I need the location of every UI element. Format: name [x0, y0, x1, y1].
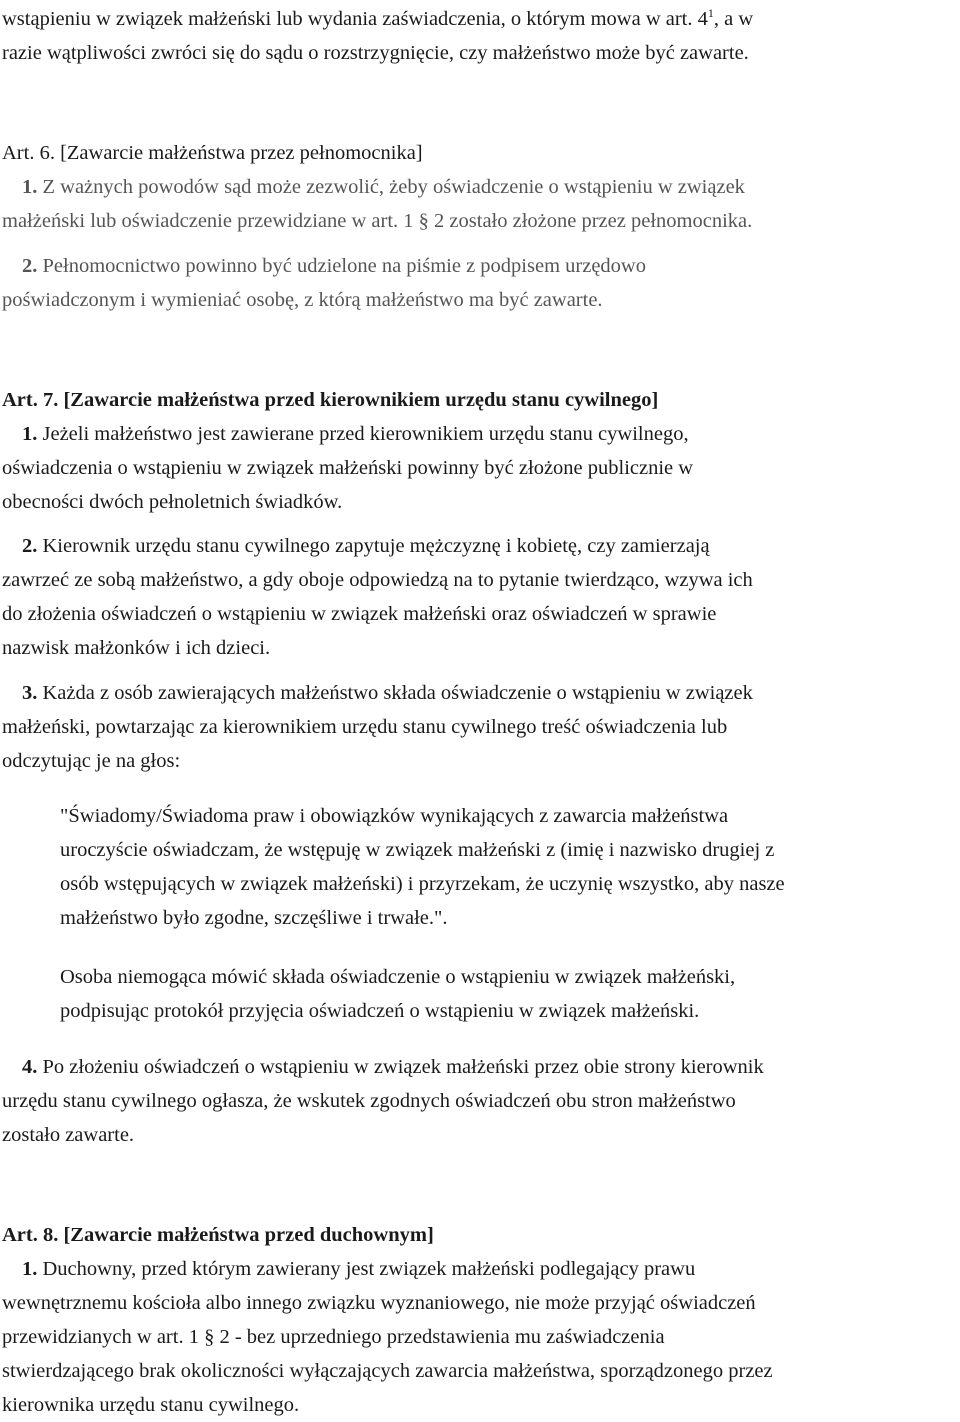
- art7-para-4-line-3: zostało zawarte.: [2, 1124, 135, 1146]
- art6-para-2-line-1: [2, 249, 646, 283]
- art8-para-1-line-1: [2, 1252, 695, 1286]
- art7-para-4-line-2: urzędu stanu cywilnego ogłasza, że wskutek zgodnych oświadczeń obu stron małżeństwo: [2, 1090, 736, 1112]
- art6-para-1-line-1: [2, 170, 745, 204]
- art7-para-2-line-2: zawrzeć ze sobą małżeństwo, a gdy oboje odpowiedzą na to pytanie twierdząco, wzywa ich: [2, 569, 753, 591]
- art8-para-1-line-2: wewnętrznemu kościoła albo innego związku wyznaniowego, nie może przyjąć oświadczeń: [2, 1292, 756, 1314]
- mute-person-note-line-2: podpisując protokół przyjęcia oświadczeń o wstąpieniu w związek małżeński.: [60, 1000, 700, 1022]
- oath-quote-line-2: uroczyście oświadczam, że wstępuję w związek małżeński z (imię i nazwisko drugiej z: [60, 839, 775, 861]
- para-number: 2.: [22, 535, 38, 557]
- para-text: Każda z osób zawierających małżeństwo składa oświadczenie o wstąpieniu w związek: [37, 682, 753, 704]
- intro-text: wstąpieniu w związek małżeński lub wydania zaświadczenia, o którym mowa w art. 4: [2, 8, 708, 30]
- art8-para-1-line-5: kierownika urzędu stanu cywilnego.: [2, 1394, 300, 1416]
- para-number: 1.: [22, 423, 38, 445]
- mute-person-note-line-1: Osoba niemogąca mówić składa oświadczenie o wstąpieniu w związek małżeński,: [60, 966, 736, 988]
- superscript: 1: [707, 6, 714, 20]
- para-number: 2.: [22, 255, 38, 277]
- para-text: Kierownik urzędu stanu cywilnego zapytuje mężczyznę i kobietę, czy zamierzają: [37, 535, 710, 557]
- art7-para-2-line-3: do złożenia oświadczeń o wstąpieniu w związek małżeński oraz oświadczeń w sprawie: [2, 603, 717, 625]
- article-6-heading: Art. 6. [Zawarcie małżeństwa przez pełnomocnika]: [2, 142, 423, 164]
- para-number: 4.: [22, 1056, 38, 1078]
- art7-para-2-line-1: [2, 529, 710, 563]
- para-text: Po złożeniu oświadczeń o wstąpieniu w związek małżeński przez obie strony kierownik: [37, 1056, 764, 1078]
- para-number: 1.: [22, 176, 38, 198]
- art8-para-1-line-4: stwierdzającego brak okoliczności wyłączających zawarcia małżeństwa, sporządzonego przez: [2, 1360, 773, 1382]
- intro-line-1: [2, 2, 753, 36]
- art7-para-1-line-2: oświadczenia o wstąpieniu w związek małżeński powinny być złożone publicznie w: [2, 457, 694, 479]
- art6-para-1-line-2: małżeński lub oświadczenie przewidziane w art. 1 § 2 zostało złożone przez pełnomocnika.: [2, 210, 753, 232]
- article-7-heading: Art. 7. [Zawarcie małżeństwa przed kierownikiem urzędu stanu cywilnego]: [2, 389, 659, 411]
- art7-para-3-line-2: małżeński, powtarzając za kierownikiem urzędu stanu cywilnego treść oświadczenia lub: [2, 716, 728, 738]
- intro-line-2: razie wątpliwości zwróci się do sądu o rozstrzygnięcie, czy małżeństwo może być zawarte.: [2, 42, 749, 64]
- intro-text-end: , a w: [713, 8, 754, 30]
- para-number: 1.: [22, 1258, 38, 1280]
- oath-quote-line-4: małżeństwo było zgodne, szczęśliwe i trwałe.".: [60, 907, 448, 929]
- art7-para-1-line-3: obecności dwóch pełnoletnich świadków.: [2, 491, 343, 513]
- oath-quote-line-3: osób wstępujących w związek małżeński) i przyrzekam, że uczynię wszystko, aby nasze: [60, 873, 785, 895]
- art7-para-1-line-1: [2, 417, 689, 451]
- art7-para-3-line-1: [2, 676, 753, 710]
- article-8-heading: Art. 8. [Zawarcie małżeństwa przed duchownym]: [2, 1224, 434, 1246]
- oath-quote-line-1: "Świadomy/Świadoma praw i obowiązków wynikających z zawarcia małżeństwa: [60, 805, 729, 827]
- art6-para-2-line-2: poświadczonym i wymieniać osobę, z którą małżeństwo ma być zawarte.: [2, 289, 603, 311]
- para-text: Duchowny, przed którym zawierany jest związek małżeński podlegający prawu: [37, 1258, 696, 1280]
- art7-para-3-line-3: odczytując je na głos:: [2, 750, 181, 772]
- para-text: Jeżeli małżeństwo jest zawierane przed kierownikiem urzędu stanu cywilnego,: [37, 423, 689, 445]
- para-text: Z ważnych powodów sąd może zezwolić, żeby oświadczenie o wstąpieniu w związek: [37, 176, 745, 198]
- para-number: 3.: [22, 682, 38, 704]
- para-text: Pełnomocnictwo powinno być udzielone na piśmie z podpisem urzędowo: [37, 255, 646, 277]
- art8-para-1-line-3: przewidzianych w art. 1 § 2 - bez uprzedniego przedstawienia mu zaświadczenia: [2, 1326, 665, 1348]
- art7-para-4-line-1: [2, 1050, 764, 1084]
- art7-para-2-line-4: nazwisk małżonków i ich dzieci.: [2, 637, 271, 659]
